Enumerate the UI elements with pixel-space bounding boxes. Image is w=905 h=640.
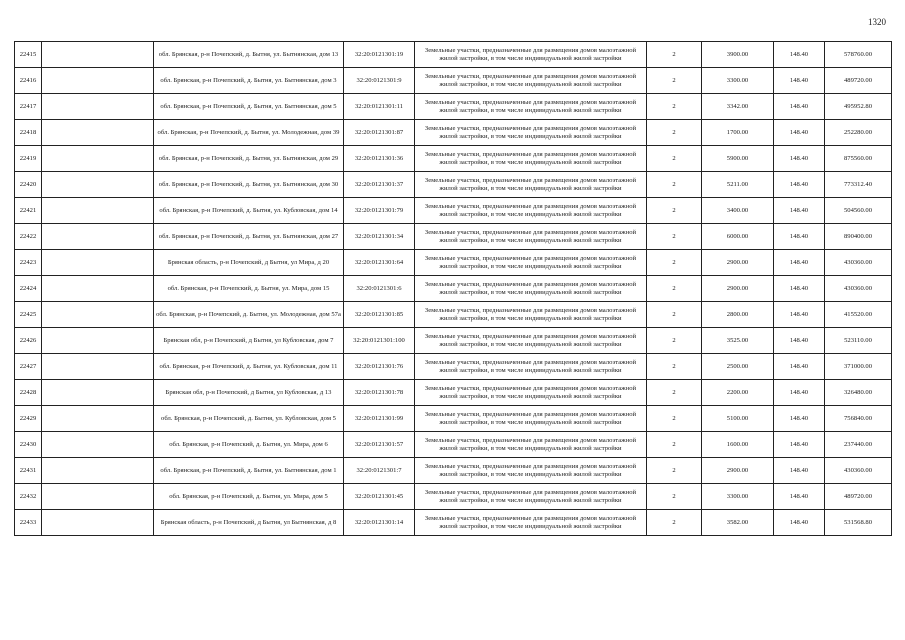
cadastral-value-cell: 773312.40 xyxy=(825,172,892,198)
row-number-cell: 22431 xyxy=(15,458,42,484)
row-number-cell: 22419 xyxy=(15,146,42,172)
area-cell: 3342.00 xyxy=(702,94,774,120)
cadastral-value-cell: 489720.00 xyxy=(825,68,892,94)
table-row xyxy=(15,146,892,172)
category-group-cell: 2 xyxy=(647,354,702,380)
land-use-purpose-cell: Земельные участки, предназначенные для размещения домов малоэтажной жилой застройки, в том числе индивидуальной жилой застройки xyxy=(415,172,647,198)
table-row xyxy=(15,510,892,536)
area-cell: 2900.00 xyxy=(702,250,774,276)
cadastral-number-cell: 32:20:0121301:7 xyxy=(344,458,415,484)
category-group-cell: 2 xyxy=(647,250,702,276)
land-use-purpose-cell: Земельные участки, предназначенные для размещения домов малоэтажной жилой застройки, в том числе индивидуальной жилой застройки xyxy=(415,484,647,510)
table-row xyxy=(15,68,892,94)
address-cell: обл. Брянская, р-н Почепский, д. Бытня, ул. Кубловская, дом 11 xyxy=(154,354,344,380)
address-cell: обл. Брянская, р-н Почепский, д. Бытня, ул. Молодежная, дом 57а xyxy=(154,302,344,328)
table-row xyxy=(15,172,892,198)
cadastral-rate-cell: 148.40 xyxy=(774,380,825,406)
cadastral-value-cell: 415520.00 xyxy=(825,302,892,328)
category-group-cell: 2 xyxy=(647,42,702,68)
land-use-purpose-cell: Земельные участки, предназначенные для размещения домов малоэтажной жилой застройки, в том числе индивидуальной жилой застройки xyxy=(415,42,647,68)
cadastral-value-cell: 489720.00 xyxy=(825,484,892,510)
cadastral-number-cell: 32:20:0121301:14 xyxy=(344,510,415,536)
land-use-purpose-cell: Земельные участки, предназначенные для размещения домов малоэтажной жилой застройки, в том числе индивидуальной жилой застройки xyxy=(415,120,647,146)
land-use-purpose-cell: Земельные участки, предназначенные для размещения домов малоэтажной жилой застройки, в том числе индивидуальной жилой застройки xyxy=(415,68,647,94)
row-number-cell: 22423 xyxy=(15,250,42,276)
blank-cell xyxy=(42,94,154,120)
cadastral-rate-cell: 148.40 xyxy=(774,250,825,276)
cadastral-value-cell: 531568.80 xyxy=(825,510,892,536)
cadastral-value-cell: 430360.00 xyxy=(825,458,892,484)
row-number-cell: 22418 xyxy=(15,120,42,146)
row-number-cell: 22415 xyxy=(15,42,42,68)
land-use-purpose-cell: Земельные участки, предназначенные для размещения домов малоэтажной жилой застройки, в том числе индивидуальной жилой застройки xyxy=(415,146,647,172)
address-cell: обл. Брянская, р-н Почепский, д. Бытня, ул. Молодежная, дом 39 xyxy=(154,120,344,146)
table-row xyxy=(15,224,892,250)
row-number-cell: 22420 xyxy=(15,172,42,198)
row-number-cell: 22421 xyxy=(15,198,42,224)
address-cell: обл. Брянская, р-н Почепский, д. Бытня, ул. Бытнянская, дом 30 xyxy=(154,172,344,198)
table-row xyxy=(15,484,892,510)
land-use-purpose-cell: Земельные участки, предназначенные для размещения домов малоэтажной жилой застройки, в том числе индивидуальной жилой застройки xyxy=(415,328,647,354)
cadastral-rate-cell: 148.40 xyxy=(774,276,825,302)
blank-cell xyxy=(42,146,154,172)
area-cell: 5900.00 xyxy=(702,146,774,172)
category-group-cell: 2 xyxy=(647,380,702,406)
blank-cell xyxy=(42,328,154,354)
table-row xyxy=(15,42,892,68)
area-cell: 3300.00 xyxy=(702,68,774,94)
address-cell: обл. Брянская, р-н Почепский, д. Бытня, ул. Мира, дом 15 xyxy=(154,276,344,302)
blank-cell xyxy=(42,458,154,484)
cadastral-number-cell: 32:20:0121301:6 xyxy=(344,276,415,302)
blank-cell xyxy=(42,172,154,198)
area-cell: 3582.00 xyxy=(702,510,774,536)
blank-cell xyxy=(42,224,154,250)
cadastral-rate-cell: 148.40 xyxy=(774,120,825,146)
table-row xyxy=(15,328,892,354)
cadastral-number-cell: 32:20:0121301:57 xyxy=(344,432,415,458)
area-cell: 2800.00 xyxy=(702,302,774,328)
land-use-purpose-cell: Земельные участки, предназначенные для размещения домов малоэтажной жилой застройки, в том числе индивидуальной жилой застройки xyxy=(415,250,647,276)
cadastral-value-cell: 523110.00 xyxy=(825,328,892,354)
cadastral-number-cell: 32:20:0121301:9 xyxy=(344,68,415,94)
cadastral-rate-cell: 148.40 xyxy=(774,510,825,536)
cadastral-number-cell: 32:20:0121301:37 xyxy=(344,172,415,198)
land-use-purpose-cell: Земельные участки, предназначенные для размещения домов малоэтажной жилой застройки, в том числе индивидуальной жилой застройки xyxy=(415,380,647,406)
row-number-cell: 22422 xyxy=(15,224,42,250)
row-number-cell: 22433 xyxy=(15,510,42,536)
cadastral-value-cell: 237440.00 xyxy=(825,432,892,458)
cadastral-value-cell: 504560.00 xyxy=(825,198,892,224)
cadastral-number-cell: 32:20:0121301:99 xyxy=(344,406,415,432)
area-cell: 2500.00 xyxy=(702,354,774,380)
row-number-cell: 22430 xyxy=(15,432,42,458)
cadastral-value-cell: 890400.00 xyxy=(825,224,892,250)
area-cell: 3525.00 xyxy=(702,328,774,354)
area-cell: 1600.00 xyxy=(702,432,774,458)
table-row xyxy=(15,276,892,302)
table-row xyxy=(15,198,892,224)
blank-cell xyxy=(42,302,154,328)
cadastral-value-cell: 430360.00 xyxy=(825,276,892,302)
area-cell: 3900.00 xyxy=(702,42,774,68)
address-cell: обл. Брянская, р-н Почепский, д. Бытня, ул. Бытнянская, дом 5 xyxy=(154,94,344,120)
table-row xyxy=(15,120,892,146)
row-number-cell: 22416 xyxy=(15,68,42,94)
blank-cell xyxy=(42,198,154,224)
category-group-cell: 2 xyxy=(647,510,702,536)
category-group-cell: 2 xyxy=(647,198,702,224)
row-number-cell: 22424 xyxy=(15,276,42,302)
cadastral-rate-cell: 148.40 xyxy=(774,432,825,458)
area-cell: 5100.00 xyxy=(702,406,774,432)
row-number-cell: 22428 xyxy=(15,380,42,406)
blank-cell xyxy=(42,380,154,406)
cadastral-value-cell: 326480.00 xyxy=(825,380,892,406)
cadastral-value-cell: 495952.80 xyxy=(825,94,892,120)
cadastral-number-cell: 32:20:0121301:19 xyxy=(344,42,415,68)
row-number-cell: 22425 xyxy=(15,302,42,328)
cadastral-value-cell: 756840.00 xyxy=(825,406,892,432)
cadastral-number-cell: 32:20:0121301:79 xyxy=(344,198,415,224)
blank-cell xyxy=(42,68,154,94)
category-group-cell: 2 xyxy=(647,432,702,458)
table-row xyxy=(15,250,892,276)
category-group-cell: 2 xyxy=(647,328,702,354)
row-number-cell: 22432 xyxy=(15,484,42,510)
cadastral-rate-cell: 148.40 xyxy=(774,224,825,250)
cadastral-value-cell: 430360.00 xyxy=(825,250,892,276)
cadastral-value-cell: 875560.00 xyxy=(825,146,892,172)
cadastral-rate-cell: 148.40 xyxy=(774,146,825,172)
blank-cell xyxy=(42,484,154,510)
address-cell: Брянская область, р-н Почепский, д Бытня, ул Мира, д 20 xyxy=(154,250,344,276)
cadastral-rate-cell: 148.40 xyxy=(774,484,825,510)
table-row xyxy=(15,406,892,432)
address-cell: обл. Брянская, р-н Почепский, д. Бытня, ул. Кубловская, дом 14 xyxy=(154,198,344,224)
area-cell: 5211.00 xyxy=(702,172,774,198)
cadastral-number-cell: 32:20:0121301:78 xyxy=(344,380,415,406)
table-row xyxy=(15,458,892,484)
address-cell: обл. Брянская, р-н Почепский, д. Бытня, ул. Бытнянская, дом 13 xyxy=(154,42,344,68)
address-cell: обл. Брянская, р-н Почепский, д. Бытня, ул. Бытнянская, дом 27 xyxy=(154,224,344,250)
land-use-purpose-cell: Земельные участки, предназначенные для размещения домов малоэтажной жилой застройки, в том числе индивидуальной жилой застройки xyxy=(415,406,647,432)
row-number-cell: 22426 xyxy=(15,328,42,354)
page-number: 1320 xyxy=(868,17,886,27)
address-cell: Брянская обл, р-н Почепский, д Бытня, ул Кубловская, д 13 xyxy=(154,380,344,406)
cadastral-rate-cell: 148.40 xyxy=(774,302,825,328)
cadastral-number-cell: 32:20:0121301:100 xyxy=(344,328,415,354)
address-cell: обл. Брянская, р-н Почепский, д. Бытня, ул. Кубловская, дом 5 xyxy=(154,406,344,432)
blank-cell xyxy=(42,432,154,458)
blank-cell xyxy=(42,250,154,276)
category-group-cell: 2 xyxy=(647,302,702,328)
land-registry-table xyxy=(14,41,892,536)
cadastral-rate-cell: 148.40 xyxy=(774,458,825,484)
cadastral-value-cell: 578760.00 xyxy=(825,42,892,68)
row-number-cell: 22429 xyxy=(15,406,42,432)
land-use-purpose-cell: Земельные участки, предназначенные для размещения домов малоэтажной жилой застройки, в том числе индивидуальной жилой застройки xyxy=(415,432,647,458)
area-cell: 1700.00 xyxy=(702,120,774,146)
area-cell: 2900.00 xyxy=(702,458,774,484)
cadastral-rate-cell: 148.40 xyxy=(774,406,825,432)
table-row xyxy=(15,302,892,328)
address-cell: обл. Брянская, р-н Почепский, д. Бытня, ул. Бытнянская, дом 3 xyxy=(154,68,344,94)
cadastral-number-cell: 32:20:0121301:64 xyxy=(344,250,415,276)
land-use-purpose-cell: Земельные участки, предназначенные для размещения домов малоэтажной жилой застройки, в том числе индивидуальной жилой застройки xyxy=(415,458,647,484)
table-row xyxy=(15,380,892,406)
land-use-purpose-cell: Земельные участки, предназначенные для размещения домов малоэтажной жилой застройки, в том числе индивидуальной жилой застройки xyxy=(415,354,647,380)
cadastral-rate-cell: 148.40 xyxy=(774,68,825,94)
cadastral-rate-cell: 148.40 xyxy=(774,172,825,198)
cadastral-number-cell: 32:20:0121301:11 xyxy=(344,94,415,120)
blank-cell xyxy=(42,120,154,146)
land-use-purpose-cell: Земельные участки, предназначенные для размещения домов малоэтажной жилой застройки, в том числе индивидуальной жилой застройки xyxy=(415,198,647,224)
area-cell: 6000.00 xyxy=(702,224,774,250)
cadastral-number-cell: 32:20:0121301:85 xyxy=(344,302,415,328)
table-row xyxy=(15,432,892,458)
area-cell: 3300.00 xyxy=(702,484,774,510)
blank-cell xyxy=(42,276,154,302)
category-group-cell: 2 xyxy=(647,94,702,120)
blank-cell xyxy=(42,406,154,432)
category-group-cell: 2 xyxy=(647,146,702,172)
land-use-purpose-cell: Земельные участки, предназначенные для размещения домов малоэтажной жилой застройки, в том числе индивидуальной жилой застройки xyxy=(415,224,647,250)
cadastral-value-cell: 371000.00 xyxy=(825,354,892,380)
land-use-purpose-cell: Земельные участки, предназначенные для размещения домов малоэтажной жилой застройки, в том числе индивидуальной жилой застройки xyxy=(415,276,647,302)
address-cell: Брянская обл, р-н Почепский, д Бытня, ул Кубловская, дом 7 xyxy=(154,328,344,354)
cadastral-rate-cell: 148.40 xyxy=(774,42,825,68)
cadastral-rate-cell: 148.40 xyxy=(774,198,825,224)
blank-cell xyxy=(42,510,154,536)
category-group-cell: 2 xyxy=(647,120,702,146)
blank-cell xyxy=(42,42,154,68)
address-cell: Брянская область, р-н Почепский, д Бытня, ул Бытнянская, д 8 xyxy=(154,510,344,536)
blank-cell xyxy=(42,354,154,380)
cadastral-number-cell: 32:20:0121301:87 xyxy=(344,120,415,146)
cadastral-rate-cell: 148.40 xyxy=(774,328,825,354)
table-body xyxy=(15,42,892,536)
cadastral-rate-cell: 148.40 xyxy=(774,94,825,120)
category-group-cell: 2 xyxy=(647,224,702,250)
category-group-cell: 2 xyxy=(647,406,702,432)
category-group-cell: 2 xyxy=(647,484,702,510)
land-use-purpose-cell: Земельные участки, предназначенные для размещения домов малоэтажной жилой застройки, в том числе индивидуальной жилой застройки xyxy=(415,302,647,328)
category-group-cell: 2 xyxy=(647,172,702,198)
land-use-purpose-cell: Земельные участки, предназначенные для размещения домов малоэтажной жилой застройки, в том числе индивидуальной жилой застройки xyxy=(415,94,647,120)
table-row xyxy=(15,354,892,380)
address-cell: обл. Брянская, р-н Почепский, д. Бытня, ул. Мира, дом 6 xyxy=(154,432,344,458)
address-cell: обл. Брянская, р-н Почепский, д. Бытня, ул. Мира, дом 5 xyxy=(154,484,344,510)
address-cell: обл. Брянская, р-н Почепский, д. Бытня, ул. Бытнянская, дом 29 xyxy=(154,146,344,172)
category-group-cell: 2 xyxy=(647,68,702,94)
row-number-cell: 22417 xyxy=(15,94,42,120)
category-group-cell: 2 xyxy=(647,458,702,484)
address-cell: обл. Брянская, р-н Почепский, д. Бытня, ул. Бытнянская, дом 1 xyxy=(154,458,344,484)
table-row xyxy=(15,94,892,120)
area-cell: 2900.00 xyxy=(702,276,774,302)
land-use-purpose-cell: Земельные участки, предназначенные для размещения домов малоэтажной жилой застройки, в том числе индивидуальной жилой застройки xyxy=(415,510,647,536)
cadastral-number-cell: 32:20:0121301:36 xyxy=(344,146,415,172)
cadastral-value-cell: 252280.00 xyxy=(825,120,892,146)
area-cell: 3400.00 xyxy=(702,198,774,224)
row-number-cell: 22427 xyxy=(15,354,42,380)
cadastral-number-cell: 32:20:0121301:34 xyxy=(344,224,415,250)
cadastral-number-cell: 32:20:0121301:45 xyxy=(344,484,415,510)
cadastral-rate-cell: 148.40 xyxy=(774,354,825,380)
cadastral-number-cell: 32:20:0121301:76 xyxy=(344,354,415,380)
category-group-cell: 2 xyxy=(647,276,702,302)
area-cell: 2200.00 xyxy=(702,380,774,406)
